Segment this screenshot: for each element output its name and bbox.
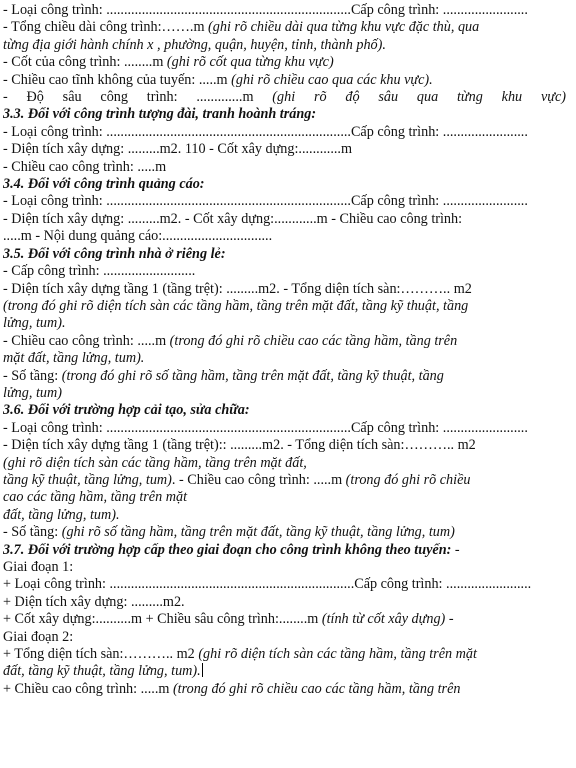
line-text: + Cốt xây dựng:..........m + Chiều sâu công trình:........m xyxy=(3,611,322,628)
text-line xyxy=(3,281,566,298)
text-line xyxy=(3,263,566,280)
line-text: Giai đoạn 2: xyxy=(3,628,74,645)
line-text: . - Chiều cao công trình: .....m xyxy=(171,471,346,488)
italic-note: (trong đó ghi rõ diện tích sàn các tầng hầm, tầng trên mặt đất, tầng kỹ thuật, tầng xyxy=(3,297,469,314)
text-line xyxy=(3,507,566,524)
text-line xyxy=(3,89,566,106)
line-text: - Tổng chiều dài công trình:…….m xyxy=(3,19,209,36)
text-line xyxy=(3,124,566,141)
italic-note: (trong đó ghi rõ số tầng hầm, tầng trên mặt đất, tầng kỹ thuật, tầng xyxy=(61,367,444,384)
text-line xyxy=(3,489,566,506)
section-heading xyxy=(3,176,566,193)
text-line xyxy=(3,629,566,646)
text-line xyxy=(3,2,566,19)
line-text: - Chiều cao công trình: .....m xyxy=(3,158,167,175)
line-text: + Diện tích xây dựng: .........m2. xyxy=(3,593,185,610)
text-line xyxy=(3,315,566,332)
line-text: + Tổng diện tích sàn:……….. m2 xyxy=(3,646,199,663)
line-text: - Chiều cao tĩnh không của tuyến: .....m xyxy=(3,71,232,88)
line-text: - xyxy=(451,541,460,558)
text-line xyxy=(3,385,566,402)
line-text: - Diện tích xây dựng tầng 1 (tầng trệt):: .........m2. - Tổng diện tích sàn:……….. m2 xyxy=(3,437,476,454)
text-line xyxy=(3,472,566,489)
text-line xyxy=(3,350,566,367)
heading-text: 3.3. Đối với công trình tượng đài, tranh hoành tráng: xyxy=(3,106,317,123)
italic-note: (ghi rõ cốt qua từng khu vực) xyxy=(166,54,334,71)
heading-text: 3.5. Đối với công trình nhà ở riêng lẻ: xyxy=(3,245,226,262)
italic-note: tầng kỹ thuật, tầng lửng, tum) xyxy=(3,471,172,488)
italic-note: lửng, tum) xyxy=(3,384,62,401)
heading-text: 3.4. Đối với công trình quảng cáo: xyxy=(3,176,205,193)
line-text: - Độ sâu công trình: .............m xyxy=(3,89,273,106)
text-line xyxy=(3,19,566,36)
italic-note: lửng, tum). xyxy=(3,315,66,332)
section-heading xyxy=(3,402,566,419)
italic-note: (trong đó ghi rõ chiều xyxy=(345,471,471,488)
italic-note: (tính từ cốt xây dựng) xyxy=(321,611,446,628)
italic-note: (ghi rõ số tầng hầm, tầng trên mặt đất, tầng kỹ thuật, tầng lửng, tum) xyxy=(61,524,455,541)
italic-note: (trong đó ghi rõ chiều cao các tầng hầm, tầng trên xyxy=(172,680,461,697)
text-line xyxy=(3,37,566,54)
line-text: - Diện tích xây dựng: .........m2. - Cốt xây dựng:............m - Chiều cao công trình: xyxy=(3,210,463,227)
text-line xyxy=(3,193,566,210)
italic-note: mặt đất, tầng lửng, tum). xyxy=(3,350,145,367)
line-text: - Loại công trình: .....................................................................Cấp công trình: ........................ xyxy=(3,193,528,210)
text-line xyxy=(3,159,566,176)
line-text: - xyxy=(445,611,454,628)
line-text: - Loại công trình: .....................................................................Cấp công trình: ........................ xyxy=(3,419,528,436)
italic-note: (ghi rõ diện tích sàn các tầng hầm, tầng trên mặt xyxy=(198,646,477,663)
line-text: .....m - Nội dung quảng cáo:............................... xyxy=(3,228,273,245)
text-cursor xyxy=(202,663,203,677)
italic-note: (ghi rõ chiều cao qua các khu vực). xyxy=(231,71,433,88)
heading-text: 3.6. Đối với trường hợp cải tạo, sửa chữa: xyxy=(3,402,250,419)
line-text: - Diện tích xây dựng tầng 1 (tầng trệt): .........m2. - Tổng diện tích sàn:……….. m2 xyxy=(3,280,472,297)
text-line xyxy=(3,228,566,245)
text-line xyxy=(3,368,566,385)
line-text: - Số tầng: xyxy=(3,524,62,541)
text-line xyxy=(3,559,566,576)
line-text: - Số tầng: xyxy=(3,367,62,384)
line-text: - Cốt của công trình: ........m xyxy=(3,54,167,71)
line-text: + Loại công trình: .....................................................................Cấp công trình: ........................ xyxy=(3,576,532,593)
line-text: - Loại công trình: .....................................................................Cấp công trình: ........................ xyxy=(3,123,528,140)
text-line xyxy=(3,141,566,158)
text-line xyxy=(3,524,566,541)
text-line xyxy=(3,611,566,628)
italic-note: đất, tầng kỹ thuật, tầng lửng, tum). xyxy=(3,663,201,680)
text-line xyxy=(3,663,566,680)
line-text: - Loại công trình: .....................................................................Cấp công trình: ........................ xyxy=(3,2,528,18)
text-line xyxy=(3,298,566,315)
text-line xyxy=(3,211,566,228)
text-line xyxy=(3,646,566,663)
line-text: - Cấp công trình: .......................... xyxy=(3,263,196,280)
italic-note: đất, tầng lửng, tum). xyxy=(3,506,120,523)
line-text: Giai đoạn 1: xyxy=(3,559,74,575)
italic-note: (trong đó ghi rõ chiều cao các tầng hầm, tầng trên xyxy=(169,332,458,349)
section-heading xyxy=(3,542,566,559)
line-text: - Chiều cao công trình: .....m xyxy=(3,332,170,349)
line-text: + Chiều cao công trình: .....m xyxy=(3,680,173,697)
text-line xyxy=(3,437,566,454)
heading-text: 3.7. Đối với trường hợp cấp theo giai đoạn cho công trình không theo tuyến: xyxy=(3,541,452,558)
text-line xyxy=(3,420,566,437)
text-line xyxy=(3,681,566,698)
text-line xyxy=(3,72,566,89)
text-line xyxy=(3,54,566,71)
italic-note: (ghi rõ chiều dài qua từng khu vực đặc thù, qua xyxy=(208,19,480,36)
text-line xyxy=(3,576,566,593)
italic-note: (ghi rõ độ sâu qua từng khu vực) xyxy=(272,89,566,106)
text-line xyxy=(3,333,566,350)
section-heading xyxy=(3,106,566,123)
line-text: - Diện tích xây dựng: .........m2. 110 - Cốt xây dựng:............m xyxy=(3,141,353,158)
italic-note: từng địa giới hành chính x , phường, quận, huyện, tỉnh, thành phố). xyxy=(3,36,386,53)
italic-note: (ghi rõ diện tích sàn các tầng hầm, tầng trên mặt đất, xyxy=(3,454,307,471)
text-line xyxy=(3,594,566,611)
italic-note: cao các tầng hầm, tầng trên mặt xyxy=(3,489,188,506)
section-heading xyxy=(3,246,566,263)
text-line xyxy=(3,455,566,472)
